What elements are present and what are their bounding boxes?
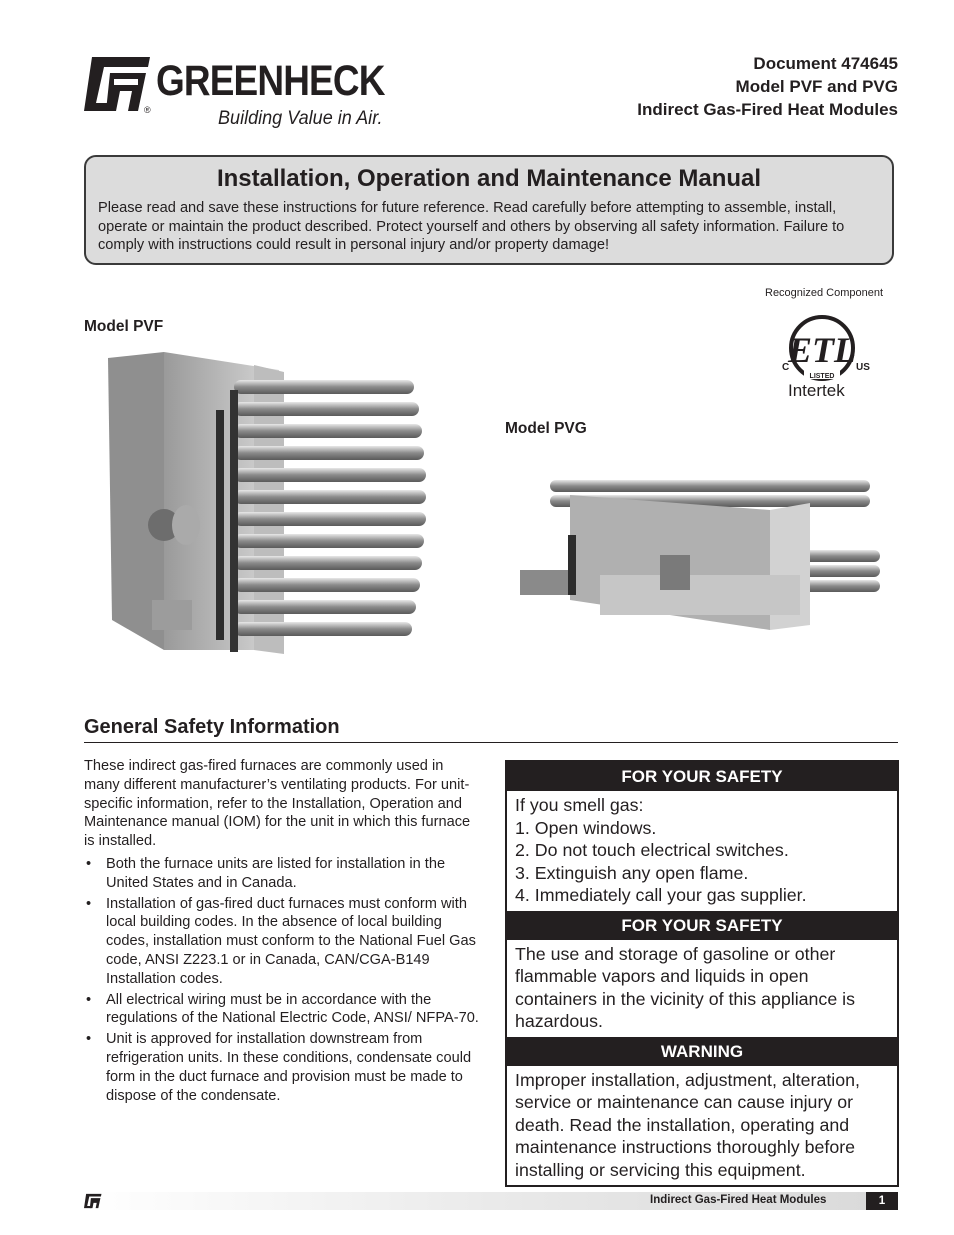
- document-models: Model PVF and PVG: [735, 77, 898, 96]
- list-item: • All electrical wiring must be in accordance with the regulations of the National Electric Code, ANSI/ NFPA-70.: [84, 991, 482, 1029]
- brand-tagline: Building Value in Air.: [218, 108, 383, 129]
- footer-title: Indirect Gas-Fired Heat Modules: [650, 1194, 827, 1206]
- svg-text:ETL: ETL: [788, 330, 856, 370]
- list-item: • Both the furnace units are listed for installation in the United States and in Canada.: [84, 855, 482, 893]
- model-pvg-image: [510, 455, 890, 645]
- gas-smell-steps: [515, 817, 889, 907]
- etl-c-text: C: [782, 362, 790, 373]
- list-item: 4. Immediately call your gas supplier.: [515, 885, 807, 905]
- document-info: [637, 52, 898, 121]
- brand-name: GREENHECK: [156, 57, 385, 105]
- list-item: • Unit is approved for installation downstream from refrigeration units. In these conditions, condensate could form in the duct furnace and provision must be made to dispose of the condensate.: [84, 1030, 482, 1105]
- page-number: 1: [866, 1192, 898, 1210]
- safety-notice-boxes: [505, 760, 899, 1187]
- safety-box-2-body: The use and storage of gasoline or other flammable vapors and liquids in open containers in the vicinity of this appliance is hazardous.: [515, 943, 855, 1031]
- section-divider: [84, 742, 898, 743]
- manual-title-box: [84, 155, 894, 265]
- registered-mark: ®: [144, 105, 151, 115]
- greenheck-logo: [84, 55, 404, 135]
- warning-body: Improper installation, adjustment, alteration, service or maintenance can cause injury or death. Read the installation, operating and maintenance instructions thoroughly before installing or servicing this equipment.: [515, 1069, 860, 1180]
- safety-box-1-body: [507, 791, 897, 911]
- etl-listed-text: LISTED: [809, 373, 835, 380]
- intertek-label: Intertek: [788, 381, 845, 400]
- section-heading: General Safety Information: [84, 716, 340, 738]
- model-pvf-image: [104, 350, 434, 662]
- list-item: • Installation of gas-fired duct furnaces must conform with local building codes. In the absence of local building codes, installation must conform to the National Fuel Gas code, ANSI Z223.1 or in Canada, CAN/CGA-B149 Installation codes.: [84, 895, 482, 989]
- safety-box-1-header: FOR YOUR SAFETY: [507, 762, 897, 791]
- safety-info-text: [84, 757, 482, 1107]
- greenheck-mark-icon: [84, 1193, 102, 1209]
- warning-header: WARNING: [507, 1037, 897, 1066]
- safety-intro: These indirect gas-fired furnaces are commonly used in many different manufacturer’s ventilating products. For unit-specific information, refer to the Installation, Operation and Maintenance manual (IOM) for the unit in which this furnace is installed.: [84, 758, 471, 850]
- model-pvg-label: Model PVG: [505, 420, 587, 437]
- cert-label: Recognized Component: [765, 287, 884, 299]
- document-number: Document 474645: [753, 54, 898, 73]
- etl-us-text: US: [856, 362, 870, 373]
- safety-box-2-header: FOR YOUR SAFETY: [507, 911, 897, 940]
- safety-box-1-lead: If you smell gas:: [515, 795, 644, 815]
- list-item: 1. Open windows.: [515, 817, 657, 838]
- document-product: Indirect Gas-Fired Heat Modules: [637, 100, 898, 119]
- manual-title: Installation, Operation and Maintenance Manual: [216, 165, 762, 192]
- list-item: 3. Extinguish any open flame.: [515, 862, 749, 883]
- manual-intro: Please read and save these instructions for future reference. Read carefully before attempting to assemble, install, operate or maintain the product described. Protect yourself and others by observing all safety information. Failure to comply with instructions could result in personal injury and/or property damage!: [98, 200, 845, 253]
- safety-bullet-list: [84, 855, 482, 1105]
- list-item: 2. Do not touch electrical switches.: [515, 840, 789, 860]
- model-pvf-label: Model PVF: [84, 318, 164, 335]
- greenheck-mark-icon: [84, 55, 152, 113]
